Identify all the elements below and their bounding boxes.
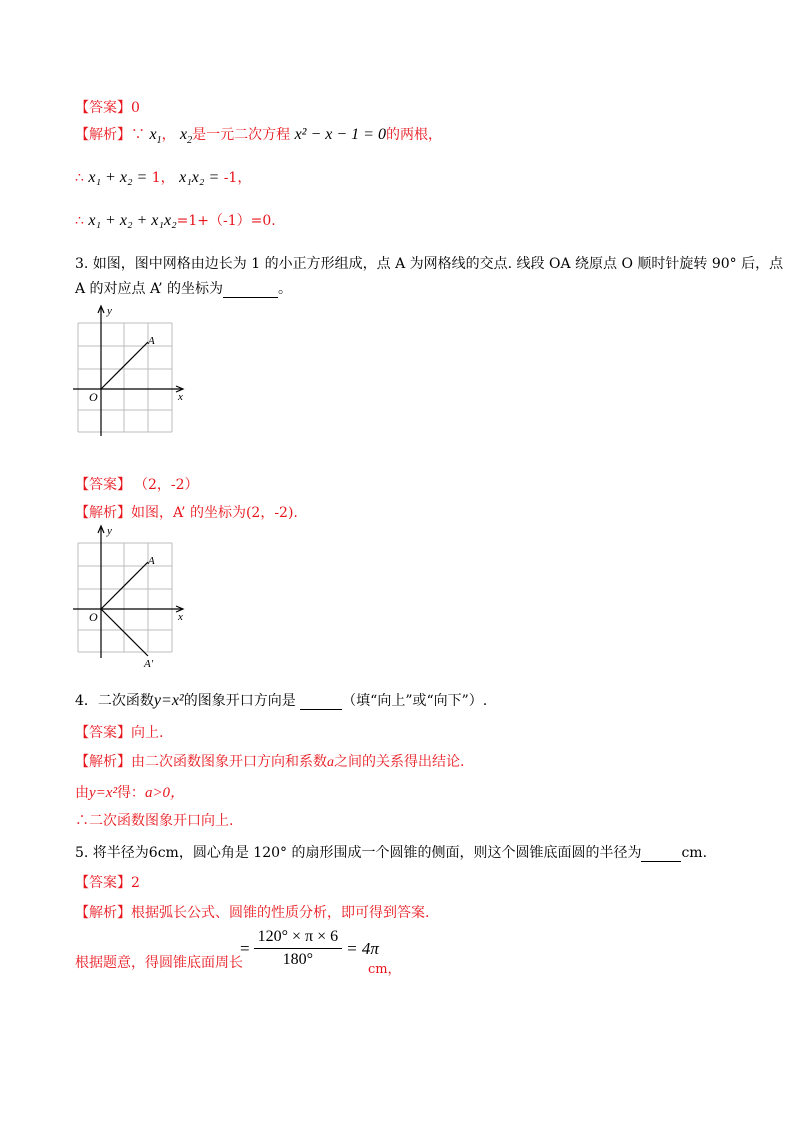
q2-answer-line: [75, 97, 140, 117]
answer-value: 2: [131, 875, 140, 891]
analysis-text: 如图，A’ 的坐标为(2，-2).: [131, 505, 298, 521]
var-x1: $x_1$: [149, 126, 162, 147]
x-axis-label: x: [178, 391, 183, 403]
point-A-prime-label: A′: [144, 658, 154, 668]
grid-figure-2: [70, 520, 190, 668]
origin-label: O: [89, 390, 98, 404]
answer-value: 向上.: [131, 725, 164, 741]
answer-blank: [223, 281, 278, 298]
q2-sum-line: ∴ x₁ + x₂ = 1， x₁x₂ = -1，: [75, 169, 252, 186]
x-axis-label: x: [178, 611, 183, 623]
q5-question-line: 5. 将半径为6cm，圆心角是 120° 的扇形围成一个圆锥的侧面，则这个圆锥底面圆的半径为 cm.: [75, 845, 708, 861]
equation: x² − x − 1 = 0: [294, 126, 386, 143]
fraction-result: = 4π: [346, 938, 379, 958]
q2-analysis-line: 【解析】∵ $x_1$， $x_2$是一元二次方程 x² − x − 1 = 0的两根，: [75, 126, 442, 147]
q2-total-line: ∴ x₁ + x₂ + x₁x₂=1+（-1）=0.: [75, 212, 276, 229]
q3-analysis-line: 【解析】如图，A’ 的坐标为(2，-2).: [75, 505, 298, 521]
fraction-denominator: 180°: [282, 951, 314, 968]
circumference-fraction: = 120° × π × 6 180° = 4π: [240, 928, 379, 968]
q5-answer-line: 【答案】2: [75, 875, 140, 891]
total-value: =1+（-1）=0.: [176, 213, 276, 229]
unit-text: cm，: [368, 962, 401, 977]
var-x2: $x_2$: [180, 126, 193, 147]
y-axis-label: y: [107, 305, 112, 317]
q3-answer-line: 【答案】 （2，-2）: [75, 477, 199, 493]
origin-label: O: [89, 610, 98, 624]
q4-step2-line: ∴二次函数图象开口向上.: [75, 813, 234, 829]
point-A-label: A: [148, 555, 155, 567]
q4-analysis-line: 【解析】由二次函数图象开口方向和系数a之间的关系得出结论.: [75, 754, 465, 770]
because-symbol: ∵: [131, 127, 145, 143]
roots-suffix: 的两根，: [385, 127, 442, 143]
answer-tag: 【答案】: [75, 100, 131, 116]
answer-value: （2，-2）: [141, 477, 199, 493]
q4-step1-line: 由y=x²得：a>0，: [75, 785, 186, 801]
total-expr: x₁ + x₂ + x₁x₂: [88, 212, 177, 229]
therefore-symbol: ∴: [75, 170, 84, 186]
q3-question-line2: A 的对应点 A’ 的坐标为 。: [75, 281, 292, 297]
answer-value: 0: [131, 100, 140, 116]
fraction-numerator: 120° × π × 6: [257, 928, 339, 945]
grid-figure-1: [70, 300, 190, 440]
answer-blank: [641, 845, 681, 862]
q4-answer-line: 【答案】向上.: [75, 725, 164, 741]
point-A-label: A: [148, 335, 155, 347]
q5-step-line: 根据题意，得圆锥底面周长: [75, 955, 243, 971]
product-expr: x₁x₂ =: [179, 169, 220, 186]
product-value: -1: [223, 170, 238, 186]
q5-analysis-line: 【解析】根据弧长公式、圆锥的性质分析，即可得到答案.: [75, 905, 430, 921]
sum-value: 1: [151, 170, 161, 186]
answer-blank: [300, 693, 342, 710]
analysis-tag: 【解析】: [75, 127, 131, 143]
q4-question-line: 4．二次函数y=x²的图象开口方向是 （填“向上”或“向下”）.: [75, 692, 488, 709]
y-axis-label: y: [107, 525, 112, 537]
sum-expr: x₁ + x₂ =: [88, 169, 148, 186]
is-roots-text: 是一元二次方程: [192, 127, 291, 143]
q3-question-line1: 3. 如图，图中网格由边长为 1 的小正方形组成，点 A 为网格线的交点. 线段 OA 绕原点 O 顺时针旋转 90° 后，点: [75, 256, 784, 272]
function-expr: y=x²: [153, 692, 184, 709]
